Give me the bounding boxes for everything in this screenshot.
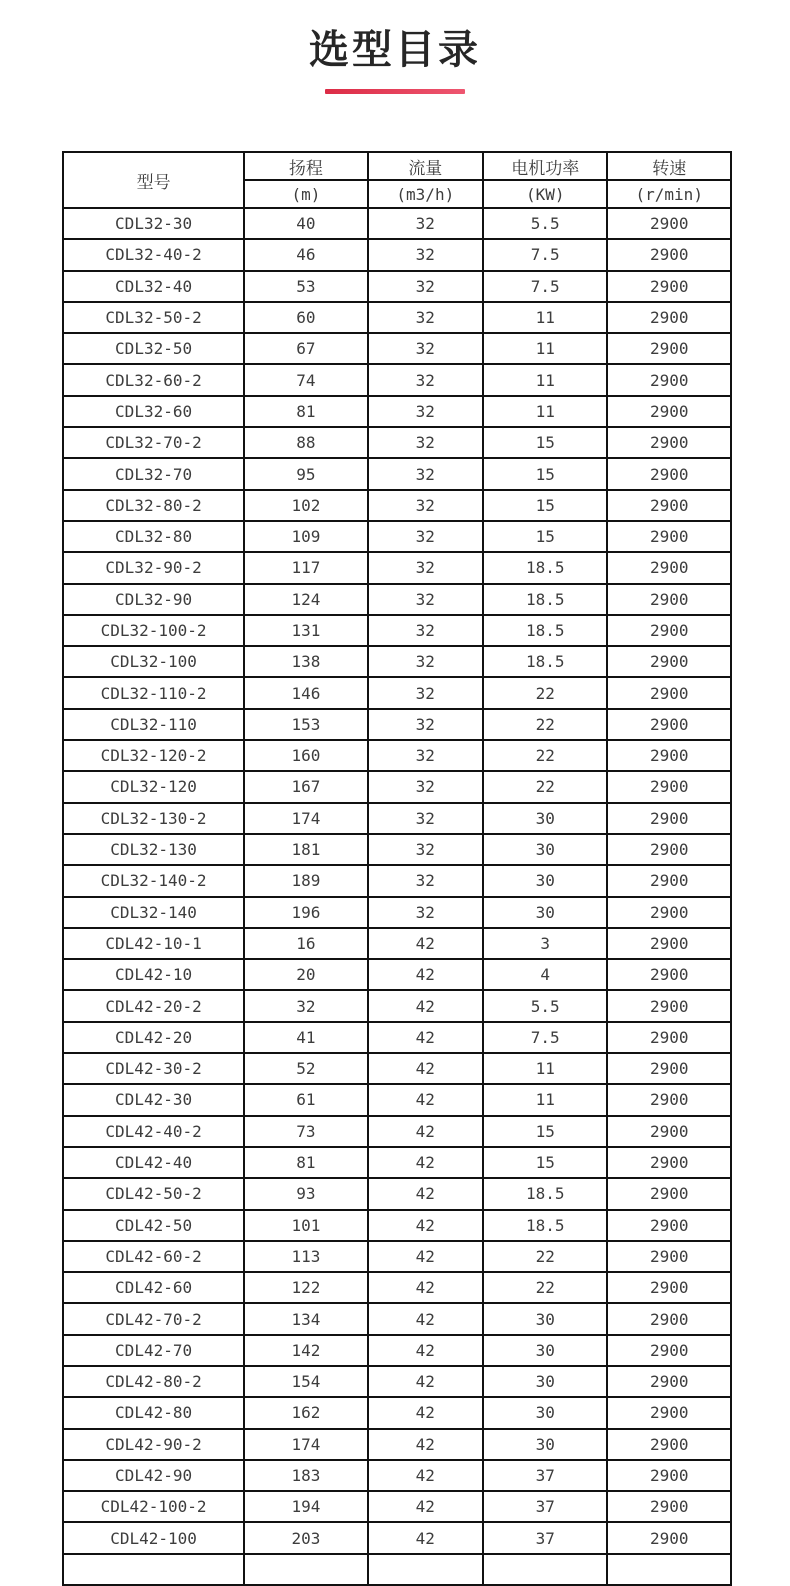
head-cell: 88 bbox=[244, 427, 367, 458]
table-row bbox=[63, 396, 731, 427]
head-cell: 153 bbox=[244, 709, 367, 740]
speed-cell: 2900 bbox=[607, 803, 731, 834]
table-row bbox=[63, 1429, 731, 1460]
model-cell: CDL32-60 bbox=[63, 396, 244, 427]
power-cell: 7.5 bbox=[483, 239, 607, 270]
head-column-header: 扬程 bbox=[244, 152, 367, 180]
flow-cell: 32 bbox=[368, 271, 483, 302]
speed-cell: 2900 bbox=[607, 1366, 731, 1397]
speed-cell: 2900 bbox=[607, 1522, 731, 1553]
model-cell: CDL32-120-2 bbox=[63, 740, 244, 771]
model-cell: CDL42-60 bbox=[63, 1272, 244, 1303]
speed-cell: 2900 bbox=[607, 396, 731, 427]
power-unit-header: (KW) bbox=[483, 180, 607, 208]
table-row bbox=[63, 521, 731, 552]
flow-cell: 42 bbox=[368, 1241, 483, 1272]
table-row bbox=[63, 1116, 731, 1147]
head-cell: 160 bbox=[244, 740, 367, 771]
table-row bbox=[63, 333, 731, 364]
model-cell: CDL42-100-2 bbox=[63, 1491, 244, 1522]
model-cell: CDL42-90-2 bbox=[63, 1429, 244, 1460]
speed-cell: 2900 bbox=[607, 1147, 731, 1178]
model-cell: CDL32-90-2 bbox=[63, 552, 244, 583]
head-cell: 167 bbox=[244, 771, 367, 802]
table-row bbox=[63, 740, 731, 771]
flow-cell: 42 bbox=[368, 1022, 483, 1053]
head-cell: 174 bbox=[244, 1429, 367, 1460]
table-row bbox=[63, 364, 731, 395]
table-row bbox=[63, 865, 731, 896]
head-cell: 60 bbox=[244, 302, 367, 333]
model-cell: CDL32-70-2 bbox=[63, 427, 244, 458]
model-cell: CDL32-130 bbox=[63, 834, 244, 865]
speed-cell: 2900 bbox=[607, 834, 731, 865]
table-row bbox=[63, 584, 731, 615]
table-row bbox=[63, 427, 731, 458]
flow-cell: 32 bbox=[368, 740, 483, 771]
speed-cell: 2900 bbox=[607, 271, 731, 302]
head-cell bbox=[244, 1554, 367, 1585]
head-cell: 101 bbox=[244, 1210, 367, 1241]
power-cell: 11 bbox=[483, 333, 607, 364]
table-row bbox=[63, 1366, 731, 1397]
power-cell: 3 bbox=[483, 928, 607, 959]
flow-cell: 42 bbox=[368, 1147, 483, 1178]
table-row bbox=[63, 959, 731, 990]
model-cell: CDL32-90 bbox=[63, 584, 244, 615]
flow-unit-header: (m3/h) bbox=[368, 180, 483, 208]
model-cell: CDL42-70-2 bbox=[63, 1303, 244, 1334]
flow-cell: 32 bbox=[368, 490, 483, 521]
speed-cell: 2900 bbox=[607, 427, 731, 458]
speed-cell: 2900 bbox=[607, 239, 731, 270]
head-cell: 41 bbox=[244, 1022, 367, 1053]
table-row bbox=[63, 990, 731, 1021]
flow-cell: 32 bbox=[368, 239, 483, 270]
flow-cell: 42 bbox=[368, 1397, 483, 1428]
flow-cell bbox=[368, 1554, 483, 1585]
head-cell: 122 bbox=[244, 1272, 367, 1303]
power-cell: 22 bbox=[483, 1272, 607, 1303]
table-row bbox=[63, 1053, 731, 1084]
power-cell: 15 bbox=[483, 521, 607, 552]
power-cell: 22 bbox=[483, 677, 607, 708]
model-cell: CDL42-50 bbox=[63, 1210, 244, 1241]
speed-cell: 2900 bbox=[607, 521, 731, 552]
power-cell: 37 bbox=[483, 1522, 607, 1553]
power-cell: 15 bbox=[483, 1147, 607, 1178]
model-cell: CDL42-10-1 bbox=[63, 928, 244, 959]
speed-cell: 2900 bbox=[607, 1272, 731, 1303]
flow-column-header: 流量 bbox=[368, 152, 483, 180]
speed-cell: 2900 bbox=[607, 1335, 731, 1366]
model-cell: CDL42-10 bbox=[63, 959, 244, 990]
head-cell: 162 bbox=[244, 1397, 367, 1428]
speed-cell: 2900 bbox=[607, 771, 731, 802]
table-row bbox=[63, 239, 731, 270]
model-cell: CDL32-30 bbox=[63, 208, 244, 239]
head-cell: 95 bbox=[244, 458, 367, 489]
flow-cell: 32 bbox=[368, 615, 483, 646]
power-cell: 30 bbox=[483, 834, 607, 865]
model-cell: CDL32-50 bbox=[63, 333, 244, 364]
power-cell: 5.5 bbox=[483, 208, 607, 239]
flow-cell: 42 bbox=[368, 1053, 483, 1084]
model-cell: CDL32-100 bbox=[63, 646, 244, 677]
power-cell: 15 bbox=[483, 1116, 607, 1147]
table-row bbox=[63, 834, 731, 865]
head-cell: 154 bbox=[244, 1366, 367, 1397]
speed-cell: 2900 bbox=[607, 897, 731, 928]
speed-cell: 2900 bbox=[607, 1397, 731, 1428]
table-row bbox=[63, 1335, 731, 1366]
flow-cell: 42 bbox=[368, 1522, 483, 1553]
speed-cell: 2900 bbox=[607, 740, 731, 771]
flow-cell: 32 bbox=[368, 677, 483, 708]
head-cell: 113 bbox=[244, 1241, 367, 1272]
table-row bbox=[63, 552, 731, 583]
flow-cell: 32 bbox=[368, 834, 483, 865]
selection-catalog-table bbox=[62, 151, 732, 1586]
power-cell: 7.5 bbox=[483, 1022, 607, 1053]
table-row bbox=[63, 1178, 731, 1209]
table-row bbox=[63, 709, 731, 740]
power-cell: 18.5 bbox=[483, 584, 607, 615]
power-cell: 30 bbox=[483, 1366, 607, 1397]
model-cell: CDL42-70 bbox=[63, 1335, 244, 1366]
table-row bbox=[63, 1210, 731, 1241]
power-cell: 5.5 bbox=[483, 990, 607, 1021]
table-row bbox=[63, 1272, 731, 1303]
power-cell: 30 bbox=[483, 865, 607, 896]
speed-cell: 2900 bbox=[607, 458, 731, 489]
head-cell: 189 bbox=[244, 865, 367, 896]
flow-cell: 42 bbox=[368, 1460, 483, 1491]
head-cell: 102 bbox=[244, 490, 367, 521]
title-underline-divider bbox=[325, 89, 465, 94]
table-row bbox=[63, 208, 731, 239]
table-header bbox=[63, 152, 731, 208]
flow-cell: 32 bbox=[368, 771, 483, 802]
power-cell: 15 bbox=[483, 490, 607, 521]
head-unit-header: (m) bbox=[244, 180, 367, 208]
model-cell: CDL32-40-2 bbox=[63, 239, 244, 270]
speed-cell bbox=[607, 1554, 731, 1585]
table-row-partial bbox=[63, 1554, 731, 1585]
power-cell: 11 bbox=[483, 1053, 607, 1084]
head-cell: 67 bbox=[244, 333, 367, 364]
model-cell: CDL42-50-2 bbox=[63, 1178, 244, 1209]
model-cell: CDL32-110 bbox=[63, 709, 244, 740]
flow-cell: 42 bbox=[368, 1366, 483, 1397]
model-cell: CDL42-40 bbox=[63, 1147, 244, 1178]
page-header bbox=[0, 0, 790, 94]
head-cell: 117 bbox=[244, 552, 367, 583]
flow-cell: 32 bbox=[368, 333, 483, 364]
table-row bbox=[63, 1147, 731, 1178]
table-row bbox=[63, 1460, 731, 1491]
speed-cell: 2900 bbox=[607, 1460, 731, 1491]
table-body bbox=[63, 208, 731, 1585]
flow-cell: 42 bbox=[368, 1303, 483, 1334]
model-cell bbox=[63, 1554, 244, 1585]
power-cell: 15 bbox=[483, 427, 607, 458]
power-cell: 30 bbox=[483, 1397, 607, 1428]
speed-cell: 2900 bbox=[607, 302, 731, 333]
power-cell: 18.5 bbox=[483, 1210, 607, 1241]
model-cell: CDL32-40 bbox=[63, 271, 244, 302]
head-cell: 138 bbox=[244, 646, 367, 677]
flow-cell: 32 bbox=[368, 302, 483, 333]
table-row bbox=[63, 1522, 731, 1553]
flow-cell: 32 bbox=[368, 865, 483, 896]
flow-cell: 32 bbox=[368, 521, 483, 552]
power-cell: 18.5 bbox=[483, 552, 607, 583]
flow-cell: 32 bbox=[368, 803, 483, 834]
flow-cell: 42 bbox=[368, 1335, 483, 1366]
flow-cell: 32 bbox=[368, 458, 483, 489]
speed-cell: 2900 bbox=[607, 333, 731, 364]
head-cell: 73 bbox=[244, 1116, 367, 1147]
flow-cell: 32 bbox=[368, 552, 483, 583]
power-cell: 22 bbox=[483, 771, 607, 802]
power-cell: 22 bbox=[483, 1241, 607, 1272]
model-cell: CDL32-60-2 bbox=[63, 364, 244, 395]
table-row bbox=[63, 677, 731, 708]
model-cell: CDL32-110-2 bbox=[63, 677, 244, 708]
flow-cell: 32 bbox=[368, 709, 483, 740]
speed-cell: 2900 bbox=[607, 1429, 731, 1460]
power-cell: 30 bbox=[483, 1429, 607, 1460]
speed-cell: 2900 bbox=[607, 208, 731, 239]
power-cell: 11 bbox=[483, 364, 607, 395]
table-row bbox=[63, 897, 731, 928]
model-cell: CDL32-130-2 bbox=[63, 803, 244, 834]
head-cell: 53 bbox=[244, 271, 367, 302]
power-cell: 18.5 bbox=[483, 1178, 607, 1209]
head-cell: 46 bbox=[244, 239, 367, 270]
head-cell: 74 bbox=[244, 364, 367, 395]
speed-cell: 2900 bbox=[607, 1303, 731, 1334]
model-cell: CDL42-60-2 bbox=[63, 1241, 244, 1272]
model-cell: CDL32-50-2 bbox=[63, 302, 244, 333]
flow-cell: 42 bbox=[368, 1491, 483, 1522]
speed-cell: 2900 bbox=[607, 584, 731, 615]
speed-column-header: 转速 bbox=[607, 152, 731, 180]
flow-cell: 42 bbox=[368, 1272, 483, 1303]
head-cell: 16 bbox=[244, 928, 367, 959]
flow-cell: 32 bbox=[368, 646, 483, 677]
model-cell: CDL42-80-2 bbox=[63, 1366, 244, 1397]
power-cell: 30 bbox=[483, 1303, 607, 1334]
table-row bbox=[63, 458, 731, 489]
model-cell: CDL42-90 bbox=[63, 1460, 244, 1491]
table-row bbox=[63, 646, 731, 677]
flow-cell: 42 bbox=[368, 1084, 483, 1115]
flow-cell: 32 bbox=[368, 897, 483, 928]
flow-cell: 42 bbox=[368, 1116, 483, 1147]
flow-cell: 42 bbox=[368, 928, 483, 959]
flow-cell: 32 bbox=[368, 584, 483, 615]
power-cell: 4 bbox=[483, 959, 607, 990]
head-cell: 203 bbox=[244, 1522, 367, 1553]
speed-cell: 2900 bbox=[607, 1053, 731, 1084]
head-cell: 20 bbox=[244, 959, 367, 990]
power-cell: 15 bbox=[483, 458, 607, 489]
model-cell: CDL42-30 bbox=[63, 1084, 244, 1115]
power-cell: 30 bbox=[483, 897, 607, 928]
table-row bbox=[63, 1397, 731, 1428]
head-cell: 181 bbox=[244, 834, 367, 865]
page-title: 选型目录 bbox=[309, 27, 481, 73]
speed-cell: 2900 bbox=[607, 1022, 731, 1053]
power-cell: 11 bbox=[483, 1084, 607, 1115]
table-row bbox=[63, 271, 731, 302]
table-row bbox=[63, 928, 731, 959]
model-column-header: 型号 bbox=[63, 152, 244, 208]
flow-cell: 42 bbox=[368, 1178, 483, 1209]
table-row bbox=[63, 1084, 731, 1115]
power-cell: 11 bbox=[483, 396, 607, 427]
table-row bbox=[63, 1303, 731, 1334]
speed-cell: 2900 bbox=[607, 615, 731, 646]
speed-cell: 2900 bbox=[607, 552, 731, 583]
model-cell: CDL42-100 bbox=[63, 1522, 244, 1553]
speed-cell: 2900 bbox=[607, 1241, 731, 1272]
flow-cell: 32 bbox=[368, 208, 483, 239]
model-cell: CDL32-80 bbox=[63, 521, 244, 552]
head-cell: 146 bbox=[244, 677, 367, 708]
speed-cell: 2900 bbox=[607, 1116, 731, 1147]
speed-cell: 2900 bbox=[607, 959, 731, 990]
head-cell: 183 bbox=[244, 1460, 367, 1491]
power-cell: 37 bbox=[483, 1491, 607, 1522]
head-cell: 52 bbox=[244, 1053, 367, 1084]
table-row bbox=[63, 803, 731, 834]
flow-cell: 32 bbox=[368, 427, 483, 458]
head-cell: 93 bbox=[244, 1178, 367, 1209]
speed-cell: 2900 bbox=[607, 677, 731, 708]
speed-cell: 2900 bbox=[607, 1178, 731, 1209]
table-row bbox=[63, 1022, 731, 1053]
power-cell: 18.5 bbox=[483, 646, 607, 677]
model-cell: CDL42-80 bbox=[63, 1397, 244, 1428]
speed-cell: 2900 bbox=[607, 646, 731, 677]
power-cell: 18.5 bbox=[483, 615, 607, 646]
speed-cell: 2900 bbox=[607, 364, 731, 395]
flow-cell: 42 bbox=[368, 1429, 483, 1460]
head-cell: 134 bbox=[244, 1303, 367, 1334]
table-row bbox=[63, 1491, 731, 1522]
table-row bbox=[63, 490, 731, 521]
head-cell: 142 bbox=[244, 1335, 367, 1366]
head-cell: 174 bbox=[244, 803, 367, 834]
model-cell: CDL32-140 bbox=[63, 897, 244, 928]
flow-cell: 32 bbox=[368, 396, 483, 427]
flow-cell: 42 bbox=[368, 959, 483, 990]
speed-cell: 2900 bbox=[607, 490, 731, 521]
power-cell: 22 bbox=[483, 709, 607, 740]
model-cell: CDL32-100-2 bbox=[63, 615, 244, 646]
table-row bbox=[63, 302, 731, 333]
speed-cell: 2900 bbox=[607, 928, 731, 959]
head-cell: 81 bbox=[244, 396, 367, 427]
head-cell: 196 bbox=[244, 897, 367, 928]
table-row bbox=[63, 615, 731, 646]
table-row bbox=[63, 771, 731, 802]
model-cell: CDL42-40-2 bbox=[63, 1116, 244, 1147]
speed-cell: 2900 bbox=[607, 865, 731, 896]
header-label-row bbox=[63, 152, 731, 180]
head-cell: 131 bbox=[244, 615, 367, 646]
speed-cell: 2900 bbox=[607, 709, 731, 740]
model-cell: CDL42-20 bbox=[63, 1022, 244, 1053]
head-cell: 124 bbox=[244, 584, 367, 615]
model-cell: CDL32-140-2 bbox=[63, 865, 244, 896]
power-cell: 30 bbox=[483, 803, 607, 834]
model-cell: CDL32-120 bbox=[63, 771, 244, 802]
model-cell: CDL42-30-2 bbox=[63, 1053, 244, 1084]
power-cell: 22 bbox=[483, 740, 607, 771]
speed-cell: 2900 bbox=[607, 990, 731, 1021]
power-cell: 37 bbox=[483, 1460, 607, 1491]
speed-cell: 2900 bbox=[607, 1491, 731, 1522]
head-cell: 194 bbox=[244, 1491, 367, 1522]
speed-cell: 2900 bbox=[607, 1210, 731, 1241]
power-cell: 7.5 bbox=[483, 271, 607, 302]
model-cell: CDL42-20-2 bbox=[63, 990, 244, 1021]
head-cell: 61 bbox=[244, 1084, 367, 1115]
head-cell: 32 bbox=[244, 990, 367, 1021]
flow-cell: 42 bbox=[368, 1210, 483, 1241]
flow-cell: 32 bbox=[368, 364, 483, 395]
power-column-header: 电机功率 bbox=[483, 152, 607, 180]
power-cell: 11 bbox=[483, 302, 607, 333]
model-cell: CDL32-80-2 bbox=[63, 490, 244, 521]
head-cell: 81 bbox=[244, 1147, 367, 1178]
power-cell bbox=[483, 1554, 607, 1585]
flow-cell: 42 bbox=[368, 990, 483, 1021]
power-cell: 30 bbox=[483, 1335, 607, 1366]
head-cell: 40 bbox=[244, 208, 367, 239]
model-cell: CDL32-70 bbox=[63, 458, 244, 489]
speed-unit-header: (r/min) bbox=[607, 180, 731, 208]
table-row bbox=[63, 1241, 731, 1272]
head-cell: 109 bbox=[244, 521, 367, 552]
speed-cell: 2900 bbox=[607, 1084, 731, 1115]
